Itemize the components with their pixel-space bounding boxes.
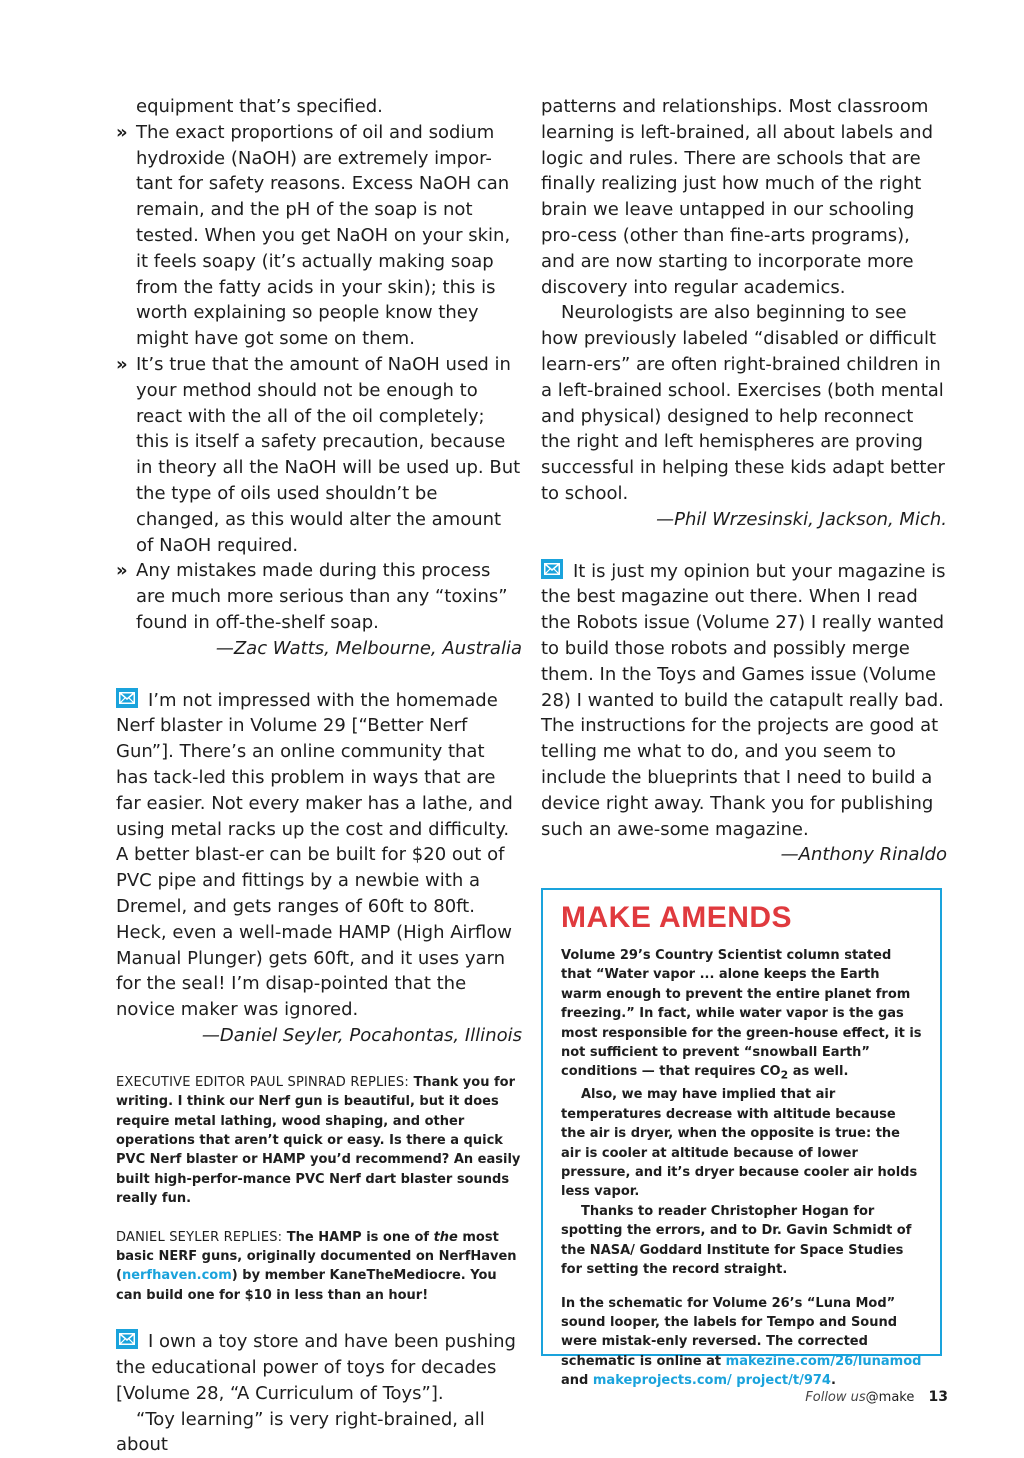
list-item — [116, 352, 522, 558]
list-item — [116, 558, 522, 635]
amends-paragraph: Thanks to reader Christopher Hogan for spotting the errors, and to Dr. Gavin Schmidt of the NASA/ Goddard Institute for Space Studies for setting the record straight. — [561, 1203, 912, 1278]
bullet-icon: » — [116, 353, 128, 375]
bullet-icon: » — [116, 560, 128, 582]
list-item-text: The exact proportions of oil and sodium hydroxide (NaOH) are extremely impor-tant for safety reasons. Excess NaOH can remain, and the pH of the soap is not tested. When you get NaOH on your skin, it feels soapy (it’s actually making soap from the fatty acids in your skin); this is worth explaining so people know they might have got some on them. — [136, 121, 511, 350]
paragraph: Neurologists are also beginning to see how previously labeled “disabled or difficult learn-ers” are often right-brained children in a left-brained school. Exercises (both mental and physical) designed to help reconnect the right and left hemispheres are proving successful in helping these kids adapt better to school. — [541, 302, 945, 504]
amends-text: . — [830, 1373, 836, 1389]
letter — [116, 688, 522, 1023]
letter-text: It is just my opinion but your magazine is the best magazine out there. When I read the Robots issue (Volume 27) I really wanted to build those robots and possibly merge them. In the Toys and Games issue (Volume 28) I wanted to build the catapult really bad. The instructions for the projects are good at telling me what to do, and you seem to include the blueprints that I need to build a device right away. Thank you for publishing such an awe-some magazine. — [541, 560, 946, 840]
reply-heading: DANIEL SEYLER REPLIES: — [116, 1229, 283, 1245]
reply-text: ) by member KaneTheMediocre. You can build one for $10 in less than an hour! — [116, 1268, 497, 1303]
social-handle[interactable]: @make — [865, 1390, 915, 1405]
amends-text: as well. — [788, 1064, 849, 1080]
envelope-icon — [541, 559, 563, 579]
amends-paragraph — [561, 946, 922, 1085]
letter-signature: —Daniel Seyler, Pocahontas, Illinois — [201, 1024, 522, 1046]
letter-text: I own a toy store and have been pushing the educational power of toys for decades [Volume 28, “A Curriculum of Toys”]. — [116, 1331, 516, 1404]
follow-label: Follow us — [805, 1390, 866, 1405]
list-item-text: Any mistakes made during this process are much more serious than any “toxins” found in off-the-shelf soap. — [136, 560, 508, 633]
reply-heading: EXECUTIVE EDITOR PAUL SPINRAD REPLIES: — [116, 1074, 409, 1090]
makeprojects-link[interactable]: makeprojects.com/ project/t/974 — [592, 1373, 831, 1389]
letter-signature: —Zac Watts, Melbourne, Australia — [215, 637, 522, 659]
reply-text: The HAMP is one of — [286, 1229, 430, 1245]
paragraph: patterns and relationships. Most classroom learning is left-brained, all about labels and logic and rules. There are schools that are finally realizing just how much of the right brain we leave untapped in our schooling pro-cess (other than fine-arts programs), and are now starting to incorporate more discovery into regular academics. — [541, 96, 934, 298]
envelope-icon — [116, 688, 138, 708]
amends-paragraph — [561, 1294, 922, 1391]
amends-paragraph: Also, we may have implied that air temperatures decrease with altitude because the air is dryer, when the opposite is true: the air is cooler at altitude because of lower pressure, and it’s dryer because cooler air holds less vapor. — [561, 1087, 918, 1200]
page-number: 13 — [928, 1389, 948, 1405]
reply-text: most basic NERF guns, originally documented on NerfHaven ( — [116, 1229, 517, 1284]
make-amends-box — [541, 888, 942, 1389]
paragraph: equipment that’s specified. — [136, 96, 383, 117]
lunamod-link[interactable]: makezine.com/26/lunamod — [725, 1353, 922, 1369]
amends-title: MAKE AMENDS — [561, 901, 793, 934]
reply-text: Thank you for writing. I think our Nerf gun is beautiful, but it does require metal lathing, wood shaping, and other operations that aren’t quick or easy. Is there a quick PVC Nerf blaster or HAMP you’d recommend? An easily built high-perfor-mance PVC Nerf dart blaster sounds really fun. — [116, 1074, 521, 1207]
letter-signature: —Anthony Rinaldo — [780, 844, 947, 866]
letter-text: I’m not impressed with the homemade Nerf blaster in Volume 29 [“Better Nerf Gun”]. There’s an online community that has tack-led this problem in ways that are far easier. Not every maker has a lathe, and using metal racks up the cost and difficulty. A better blast-er can be built for $20 out of PVC pipe and fittings by a newbie with a Dremel, and gets ranges of 60ft to 80ft. Heck, even a well-made HAMP (High Airflow Manual Plunger) gets 60ft, and it uses yarn for the seal! I’m disap-pointed that the novice maker was ignored. — [116, 689, 513, 1021]
right-column — [541, 94, 947, 868]
letter — [541, 559, 947, 843]
left-column — [116, 94, 522, 1458]
bullet-icon: » — [116, 121, 128, 143]
amends-subscript: 2 — [780, 1069, 789, 1083]
reply-emphasis: the — [433, 1229, 458, 1245]
letter — [116, 1329, 522, 1406]
nerfhaven-link[interactable]: nerfhaven.com — [121, 1268, 232, 1284]
reader-reply — [116, 1228, 522, 1306]
page-footer — [805, 1389, 948, 1405]
editor-reply — [116, 1073, 522, 1209]
amends-text: and — [561, 1373, 589, 1389]
amends-text: Volume 29’s Country Scientist column stated that “Water vapor ... alone keeps the Earth warm enough to prevent the entire planet from freezing.” In fact, while water vapor is the gas most responsible for the green-house effect, it is not sufficient to prevent “snowball Earth” conditions — that requires CO — [561, 948, 922, 1080]
list-item — [116, 120, 522, 352]
envelope-icon — [116, 1329, 138, 1349]
amends-text: In the schematic for Volume 26’s “Luna Mod” sound looper, the labels for Tempo and Sound were mistak-enly reversed. The corrected schematic is online at — [561, 1295, 898, 1369]
paragraph: “Toy learning” is very right-brained, all about — [116, 1408, 485, 1456]
letter-signature: —Phil Wrzesinski, Jackson, Mich. — [656, 508, 947, 530]
list-item-text: It’s true that the amount of NaOH used in your method should not be enough to react with the all of the oil completely; this is itself a safety precaution, because in theory all the NaOH will be used up. But the type of oils used shouldn’t be changed, as this would alter the amount of NaOH required. — [136, 353, 521, 556]
